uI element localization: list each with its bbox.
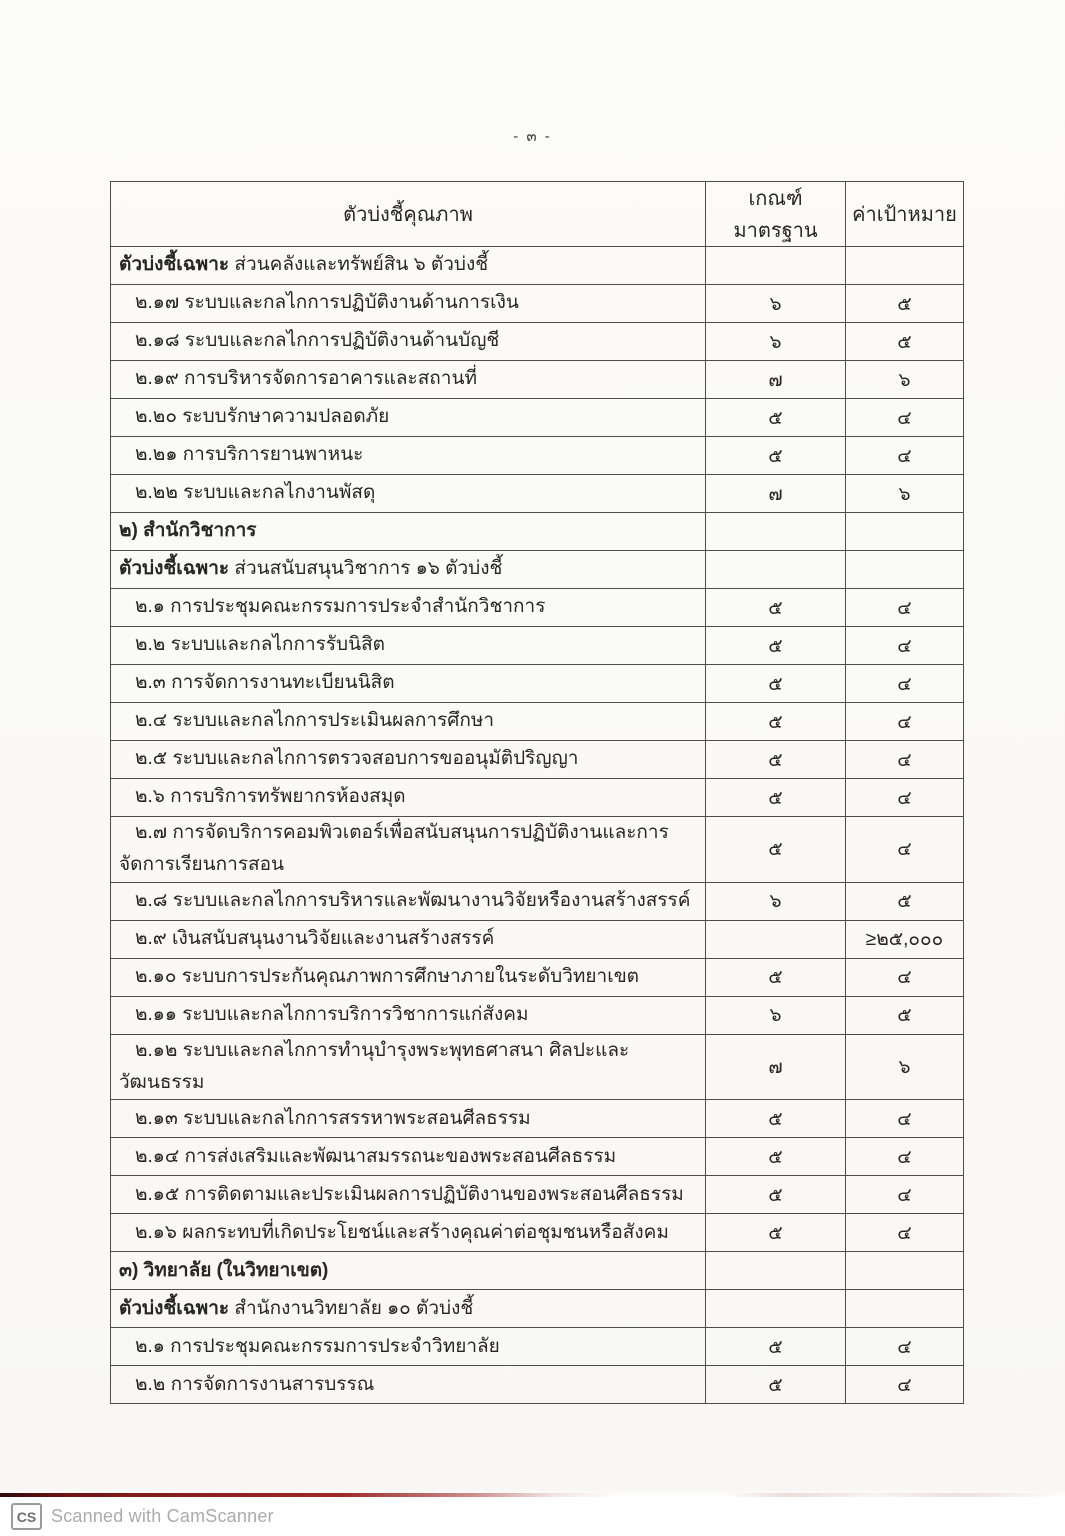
target-value-cell — [846, 1290, 964, 1328]
target-value-cell: ๕ — [846, 882, 964, 920]
target-value-cell — [846, 551, 964, 589]
indicator-label-cell: ๒.๒ ระบบและกลไกการรับนิสิต — [111, 627, 706, 665]
indicator-label-cell: ๒.๒๑ การบริการยานพาหนะ — [111, 437, 706, 475]
indicator-label-cell: ๒.๕ ระบบและกลไกการตรวจสอบการขออนุมัติปริญญา — [111, 741, 706, 779]
indicator-table-body — [111, 247, 964, 1404]
camscanner-watermark-text: Scanned with CamScanner — [51, 1506, 274, 1526]
table-row — [111, 817, 964, 883]
target-value-cell — [846, 247, 964, 285]
standard-value-cell: ๕ — [706, 665, 846, 703]
standard-value-cell — [706, 513, 846, 551]
target-value-cell: ๔ — [846, 1214, 964, 1252]
standard-value-cell: ๗ — [706, 1034, 846, 1100]
indicator-label-cell: ๒.๔ ระบบและกลไกการประเมินผลการศึกษา — [111, 703, 706, 741]
standard-value-cell: ๖ — [706, 996, 846, 1034]
indicator-label-cell: ตัวบ่งชี้เฉพาะ สำนักงานวิทยาลัย ๑๐ ตัวบ่งชี้ — [111, 1290, 706, 1328]
target-value-cell: ๔ — [846, 958, 964, 996]
table-row — [111, 996, 964, 1034]
indicator-label-cell: ๒) สำนักวิชาการ — [111, 513, 706, 551]
target-value-cell: ๔ — [846, 1100, 964, 1138]
target-value-cell: ๔ — [846, 779, 964, 817]
indicator-label-cell: ตัวบ่งชี้เฉพาะ ส่วนคลังและทรัพย์สิน ๖ ตัวบ่งชี้ — [111, 247, 706, 285]
standard-value-cell — [706, 551, 846, 589]
table-row — [111, 1100, 964, 1138]
target-value-cell: ๔ — [846, 665, 964, 703]
standard-value-cell — [706, 1290, 846, 1328]
target-value-cell: ๔ — [846, 627, 964, 665]
standard-value-cell: ๕ — [706, 1328, 846, 1366]
standard-value-cell: ๕ — [706, 1366, 846, 1404]
indicator-label-cell: ๒.๑๑ ระบบและกลไกการบริการวิชาการแก่สังคม — [111, 996, 706, 1034]
target-value-cell: ๖ — [846, 361, 964, 399]
target-value-cell: ๔ — [846, 741, 964, 779]
standard-value-cell: ๕ — [706, 437, 846, 475]
standard-value-cell — [706, 247, 846, 285]
target-value-cell: ๔ — [846, 1138, 964, 1176]
table-row — [111, 665, 964, 703]
table-row — [111, 779, 964, 817]
quality-indicator-table — [110, 181, 964, 1404]
indicator-label-cell: ๒.๒๐ ระบบรักษาความปลอดภัย — [111, 399, 706, 437]
standard-value-cell: ๕ — [706, 399, 846, 437]
standard-value-cell: ๖ — [706, 882, 846, 920]
table-row — [111, 1366, 964, 1404]
indicator-label-cell: ตัวบ่งชี้เฉพาะ ส่วนสนับสนุนวิชาการ ๑๖ ตัวบ่งชี้ — [111, 551, 706, 589]
target-value-cell: ๔ — [846, 1328, 964, 1366]
table-row — [111, 1252, 964, 1290]
column-header-indicator: ตัวบ่งชี้คุณภาพ — [111, 182, 706, 247]
target-value-cell: ๕ — [846, 323, 964, 361]
indicator-label-cell: ๒.๑๔ การส่งเสริมและพัฒนาสมรรถนะของพระสอนศีลธรรม — [111, 1138, 706, 1176]
table-row — [111, 247, 964, 285]
indicator-label-cell: ๒.๑๓ ระบบและกลไกการสรรหาพระสอนศีลธรรม — [111, 1100, 706, 1138]
table-row — [111, 703, 964, 741]
standard-value-cell — [706, 920, 846, 958]
standard-value-cell: ๕ — [706, 589, 846, 627]
indicator-label-cell: ๒.๑ การประชุมคณะกรรมการประจำวิทยาลัย — [111, 1328, 706, 1366]
standard-value-cell: ๖ — [706, 285, 846, 323]
standard-value-cell: ๗ — [706, 475, 846, 513]
table-row — [111, 1214, 964, 1252]
indicator-label-cell: ๒.๒ การจัดการงานสารบรรณ — [111, 1366, 706, 1404]
standard-value-cell: ๖ — [706, 323, 846, 361]
target-value-cell: ๔ — [846, 589, 964, 627]
indicator-label-cell: ๒.๘ ระบบและกลไกการบริหารและพัฒนางานวิจัยหรืองานสร้างสรรค์ — [111, 882, 706, 920]
target-value-cell: ๔ — [846, 817, 964, 883]
target-value-cell — [846, 1252, 964, 1290]
standard-value-cell: ๕ — [706, 1176, 846, 1214]
table-row — [111, 323, 964, 361]
table-row — [111, 285, 964, 323]
column-header-target: ค่าเป้าหมาย — [846, 182, 964, 247]
table-row — [111, 551, 964, 589]
table-row — [111, 437, 964, 475]
table-row — [111, 475, 964, 513]
target-value-cell — [846, 513, 964, 551]
target-value-cell: ≥๒๕,๐๐๐ — [846, 920, 964, 958]
standard-value-cell: ๕ — [706, 1100, 846, 1138]
standard-value-cell: ๕ — [706, 741, 846, 779]
table-row — [111, 920, 964, 958]
table-row — [111, 399, 964, 437]
target-value-cell: ๔ — [846, 1176, 964, 1214]
table-row — [111, 513, 964, 551]
indicator-label-cell: ๒.๑๖ ผลกระทบที่เกิดประโยชน์และสร้างคุณค่าต่อชุมชนหรือสังคม — [111, 1214, 706, 1252]
camscanner-logo-icon: CS — [11, 1503, 42, 1530]
standard-value-cell: ๕ — [706, 627, 846, 665]
table-row — [111, 882, 964, 920]
target-value-cell: ๖ — [846, 475, 964, 513]
standard-value-cell: ๕ — [706, 703, 846, 741]
indicator-label-cell: ๒.๑๒ ระบบและกลไกการทำนุบำรุงพระพุทธศาสนา ศิลปะและวัฒนธรรม — [111, 1034, 706, 1100]
table-row — [111, 741, 964, 779]
target-value-cell: ๔ — [846, 703, 964, 741]
table-header-row — [111, 182, 964, 247]
target-value-cell: ๕ — [846, 285, 964, 323]
indicator-label-cell: ๒.๙ เงินสนับสนุนงานวิจัยและงานสร้างสรรค์ — [111, 920, 706, 958]
standard-value-cell: ๕ — [706, 958, 846, 996]
standard-value-cell: ๕ — [706, 1214, 846, 1252]
target-value-cell: ๔ — [846, 399, 964, 437]
standard-value-cell: ๗ — [706, 361, 846, 399]
indicator-label-cell: ๒.๑๙ การบริหารจัดการอาคารและสถานที่ — [111, 361, 706, 399]
target-value-cell: ๔ — [846, 437, 964, 475]
table-row — [111, 361, 964, 399]
indicator-label-cell: ๒.๗ การจัดบริการคอมพิวเตอร์เพื่อสนับสนุนการปฏิบัติงานและการจัดการเรียนการสอน — [111, 817, 706, 883]
indicator-label-cell: ๒.๑๕ การติดตามและประเมินผลการปฏิบัติงานของพระสอนศีลธรรม — [111, 1176, 706, 1214]
indicator-label-cell: ๒.๓ การจัดการงานทะเบียนนิสิต — [111, 665, 706, 703]
indicator-label-cell: ๒.๖ การบริการทรัพยากรห้องสมุด — [111, 779, 706, 817]
standard-value-cell: ๕ — [706, 817, 846, 883]
target-value-cell: ๔ — [846, 1366, 964, 1404]
page-number: - ๓ - — [513, 128, 552, 145]
table-row — [111, 958, 964, 996]
indicator-label-cell: ๒.๑ การประชุมคณะกรรมการประจำสำนักวิชาการ — [111, 589, 706, 627]
table-row — [111, 1176, 964, 1214]
target-value-cell: ๕ — [846, 996, 964, 1034]
standard-value-cell — [706, 1252, 846, 1290]
indicator-label-cell: ๒.๑๘ ระบบและกลไกการปฏิบัติงานด้านบัญชี — [111, 323, 706, 361]
standard-value-cell: ๕ — [706, 779, 846, 817]
column-header-standard: เกณฑ์มาตรฐาน — [706, 182, 846, 247]
standard-value-cell: ๕ — [706, 1138, 846, 1176]
table-row — [111, 1328, 964, 1366]
indicator-label-cell: ๓) วิทยาลัย (ในวิทยาเขต) — [111, 1252, 706, 1290]
table-row — [111, 1290, 964, 1328]
indicator-label-cell: ๒.๑๗ ระบบและกลไกการปฏิบัติงานด้านการเงิน — [111, 285, 706, 323]
table-row — [111, 1034, 964, 1100]
indicator-label-cell: ๒.๑๐ ระบบการประกันคุณภาพการศึกษาภายในระดับวิทยาเขต — [111, 958, 706, 996]
table-row — [111, 589, 964, 627]
table-row — [111, 1138, 964, 1176]
indicator-label-cell: ๒.๒๒ ระบบและกลไกงานพัสดุ — [111, 475, 706, 513]
target-value-cell: ๖ — [846, 1034, 964, 1100]
camscanner-footer — [0, 1497, 1065, 1536]
table-row — [111, 627, 964, 665]
